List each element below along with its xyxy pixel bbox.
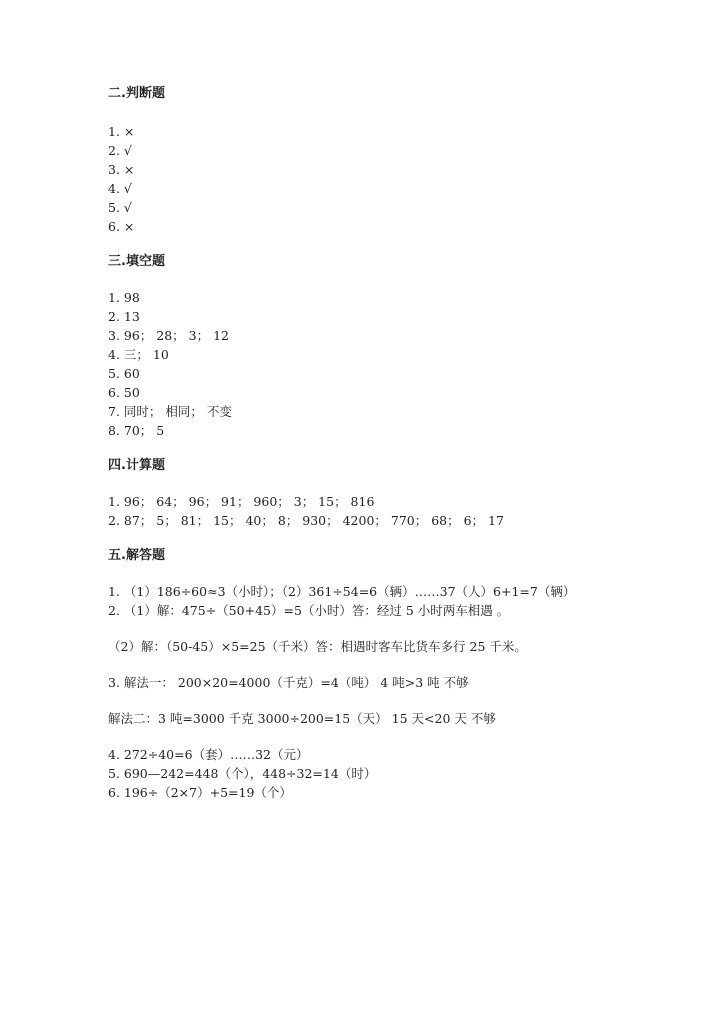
section-title-calc: 四.计算题 [108,458,165,473]
fill-item: 7. 同时； 相同； 不变 [108,404,232,419]
answer-item: 6. 196÷（2×7）+5=19（个） [108,785,292,800]
judge-item: 3. × [108,162,135,177]
section-answer [108,546,588,802]
answer-item: 4. 272÷40=6（套）……32（元） [108,747,309,762]
fill-item: 8. 70； 5 [108,423,165,438]
answer-page [108,84,588,802]
judge-item: 1. × [108,124,135,139]
answer-item: 3. 解法一： 200×20=4000（千克）=4（吨） 4 吨>3 吨 不够 [108,675,469,690]
section-title-answer: 五.解答题 [108,548,165,563]
judge-item: 6. × [108,219,135,234]
section-title-fill: 三.填空题 [108,254,165,269]
section-title-judge: 二.判断题 [108,86,165,101]
judge-item: 2. √ [108,143,132,158]
answer-item: 2. （1）解：475÷（50+45）=5（小时）答：经过 5 小时两车相遇 。 [108,603,510,618]
answer-item: 5. 690—242=448（个），448÷32=14（时） [108,766,377,781]
fill-item: 3. 96； 28； 3； 12 [108,328,229,343]
answer-item: 解法二：3 吨=3000 千克 3000÷200=15（天） 15 天<20 天 不够 [108,711,496,726]
section-judge [108,84,588,236]
fill-item: 2. 13 [108,309,140,324]
fill-item: 5. 60 [108,366,140,381]
judge-item: 5. √ [108,200,132,215]
answer-item: 1. （1）186÷60≈3（小时）；（2）361÷54=6（辆）……37（人）6+1=7（辆） [108,584,576,599]
section-fill [108,252,588,440]
fill-item: 6. 50 [108,385,140,400]
answer-item: （2）解：（50-45）×5=25（千米）答：相遇时客车比货车多行 25 千米。 [108,639,527,654]
calc-item: 1. 96； 64； 96； 91； 960； 3； 15； 816 [108,494,375,509]
judge-item: 4. √ [108,181,132,196]
fill-item: 1. 98 [108,290,140,305]
section-calc [108,456,588,530]
fill-item: 4. 三； 10 [108,347,169,362]
calc-item: 2. 87； 5； 81； 15； 40； 8； 930； 4200； 770； 68； 6； 17 [108,513,504,528]
